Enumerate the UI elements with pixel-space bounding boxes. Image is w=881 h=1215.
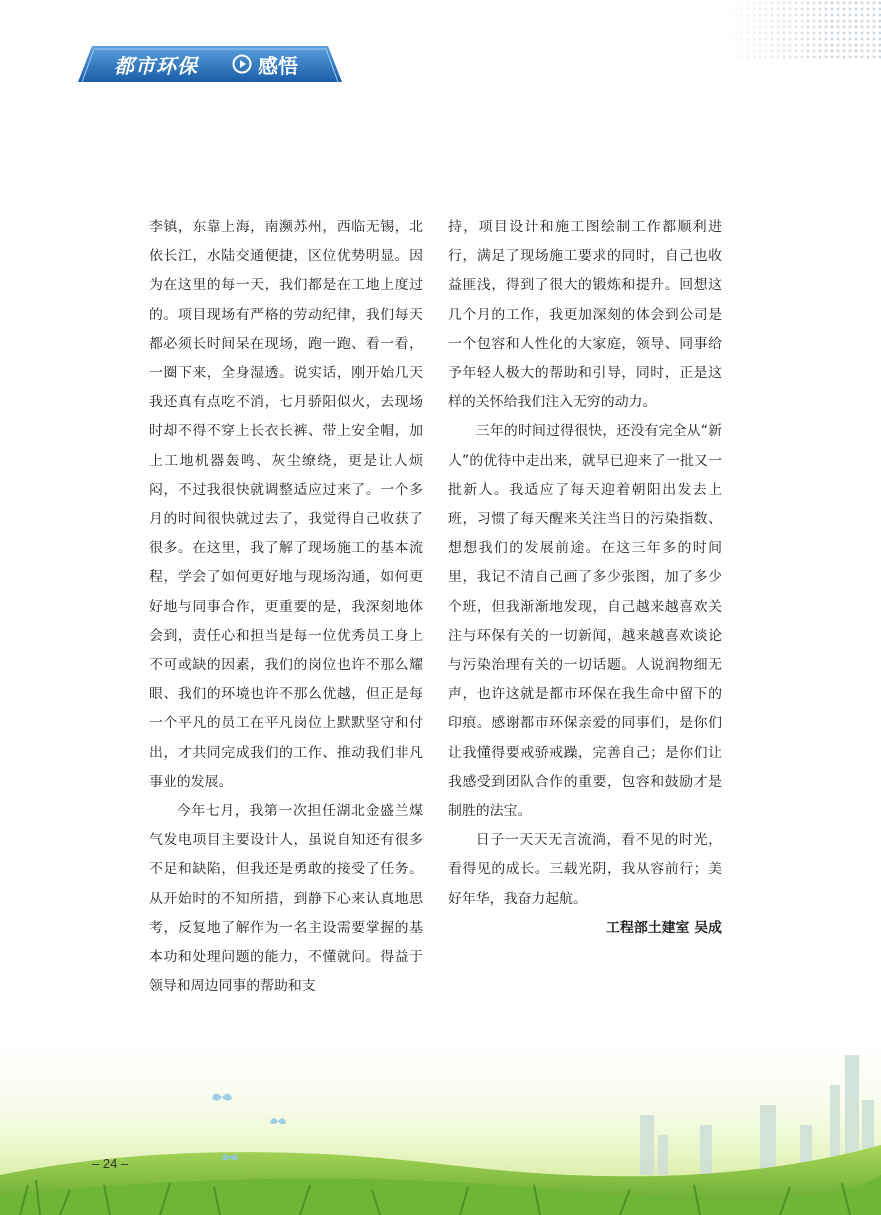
- brand-title: 都市环保: [114, 54, 198, 78]
- paragraph: 持，项目设计和施工图绘制工作都顺利进行，满足了现场施工要求的同时，自己也收益匪浅，得到了很大的锻炼和提升。回想这几个月的工作，我更加深刻的体会到公司是一个包容和人性化的大家庭，领导、同事给予年轻人极大的帮助和引导，同时，正是这样的关怀给我们注入无穷的动力。: [448, 219, 722, 411]
- article-column-right: [448, 213, 722, 943]
- article-column-left: [149, 213, 423, 1001]
- author-signature: 工程部土建室 吴成: [606, 919, 722, 936]
- paragraph: 李镇，东靠上海，南濒苏州，西临无锡，北依长江，水陆交通便捷，区位优势明显。因为在这里的每一天，我们都是在工地上度过的。项目现场有严格的劳动纪律，我们每天都必须长时间呆在现场，跑一跑、看一看，一圈下来，全身湿透。说实话，刚开始几天我还真有点吃不消，七月骄阳似火，去现场时却不得不穿上长衣长裤、带上安全帽，加上工地机器轰鸣、灰尘缭绕，更是让人烦闷，不过我很快就调整适应过来了。一个多月的时间很快就过去了，我觉得自己收获了很多。在这里，我了解了现场施工的基本流程，学会了如何更好地与现场沟通，如何更好地与同事合作，更重要的是，我深刻地体会到，责任心和担当是每一位优秀员工身上不可或缺的因素，我们的岗位也许不那么耀眼、我们的环境也许不那么优越，但正是每一个平凡的员工在平凡岗位上默默坚守和付出，才共同完成我们的工作、推动我们非凡事业的发展。: [149, 219, 423, 790]
- section-title: 感悟: [258, 54, 298, 78]
- play-icon: [232, 54, 252, 74]
- bottom-scenery: [0, 1025, 881, 1215]
- paragraph: 三年的时间过得很快，还没有完全从“新人”的优待中走出来，就早已迎来了一批又一批新人。我适应了每天迎着朝阳出发去上班，习惯了每天醒来关注当日的污染指数、想想我们的发展前途。在这三年多的时间里，我记不清自己画了多少张图，加了多少个班，但我渐渐地发现，自己越来越喜欢关注与环保有关的一切新闻，越来越喜欢谈论与污染治理有关的一切话题。人说润物细无声，也许这就是都市环保在我生命中留下的印痕。感谢都市环保亲爱的同事们，是你们让我懂得要戒骄戒躁，完善自己；是你们让我感受到团队合作的重要，包容和鼓励才是制胜的法宝。: [448, 423, 722, 820]
- paragraph: 今年七月，我第一次担任湖北金盛兰煤气发电项目主要设计人，虽说自知还有很多不足和缺陷，但我还是勇敢的接受了任务。从开始时的不知所措，到静下心来认真地思考，反复地了解作为一名主设需要掌握的基本功和处理问题的能力，不懂就问。得益于领导和周边同事的帮助和支: [149, 803, 423, 995]
- header-banner: [78, 46, 342, 82]
- page-number: – 24 –: [92, 1156, 129, 1171]
- paragraph: 日子一天天无言流淌，看不见的时光，看得见的成长。三载光阴，我从容前行；美好年华，我奋力起航。: [448, 832, 722, 907]
- corner-dot-pattern: [721, 0, 881, 60]
